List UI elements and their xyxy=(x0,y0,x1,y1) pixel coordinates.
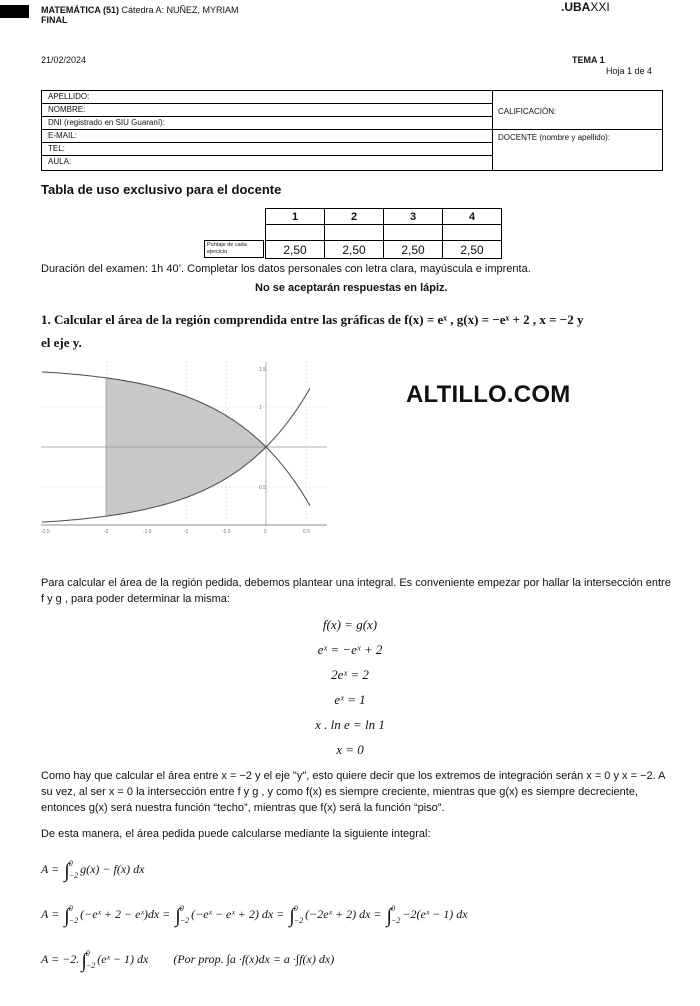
docente-label: DOCENTE (nombre y apellido): xyxy=(498,133,611,142)
integral-sign: ∫ xyxy=(386,904,392,927)
integral-limits xyxy=(391,903,400,927)
question-1-line2: el eje y. xyxy=(41,335,82,350)
formula-part: −2(eˣ − 1) dx xyxy=(402,906,468,921)
field-email[interactable]: E-MAIL: xyxy=(42,130,492,143)
column-header: 3 xyxy=(384,209,443,225)
integral-formula-1 xyxy=(41,858,145,883)
grade-cell[interactable] xyxy=(384,225,443,241)
field-dni[interactable]: DNI (registrado en SIU Guaraní): xyxy=(42,117,492,130)
integral-sign: ∫ xyxy=(289,904,295,927)
page-indicator: Hoja 1 de 4 xyxy=(606,66,653,76)
course-name: MATEMÁTICA (51) xyxy=(41,5,119,15)
formula-body: g(x) − f(x) dx xyxy=(80,861,145,876)
upper-limit: 0 xyxy=(293,904,298,913)
tick-label: 0.5 xyxy=(303,529,310,535)
column-header: 2 xyxy=(325,209,384,225)
field-tel[interactable]: TEL: xyxy=(42,143,492,156)
equation-4: eˣ = 1 xyxy=(334,692,366,707)
personal-fields xyxy=(42,91,493,170)
upper-limit: 0 xyxy=(68,859,73,868)
formula-lhs: A = xyxy=(41,906,60,921)
lower-limit: −2 xyxy=(68,916,79,925)
tick-label: -1 xyxy=(184,529,189,535)
tema-label: TEMA 1 xyxy=(572,55,605,65)
catedra: Cátedra A: NUÑEZ, MYRIAM xyxy=(121,5,239,15)
teacher-table-title: Tabla de uso exclusivo para el docente xyxy=(41,182,282,197)
black-tab xyxy=(0,5,29,18)
tick-label: -2 xyxy=(104,529,109,535)
formula-part: (−2eˣ + 2) dx = xyxy=(305,906,382,921)
grade-cell[interactable] xyxy=(325,225,384,241)
question-1 xyxy=(41,308,666,354)
y-tick-label: 0.5 xyxy=(259,485,266,491)
integral-limits xyxy=(294,903,303,927)
course-line xyxy=(41,5,239,15)
integral-sign: ∫ xyxy=(81,949,87,972)
lower-limit: −2 xyxy=(68,871,79,880)
score-cell: 2,50 xyxy=(325,241,384,259)
calificacion-label: CALIFICACIÓN: xyxy=(498,107,557,116)
y-tick-label: 1 xyxy=(259,405,262,411)
upper-limit: 0 xyxy=(85,949,90,958)
field-aula[interactable]: AULA: xyxy=(48,157,72,166)
upper-limit: 0 xyxy=(68,904,73,913)
integral-sign: ∫ xyxy=(64,859,70,882)
tick-label: -0.5 xyxy=(222,529,231,535)
integral-formula-3 xyxy=(41,948,334,973)
formula-lhs: A = xyxy=(41,861,60,876)
formula-part: (−eˣ − eˣ + 2) dx = xyxy=(191,906,285,921)
tick-label: 0 xyxy=(264,529,267,535)
y-tick-label: 1.5 xyxy=(259,367,266,373)
tick-label: -2.5 xyxy=(41,529,50,535)
column-header: 1 xyxy=(266,209,325,225)
score-cell: 2,50 xyxy=(266,241,325,259)
watermark: ALTILLO.COM xyxy=(406,381,571,408)
property-note: (Por prop. ∫a ·f(x)dx = a ·∫f(x) dx) xyxy=(173,951,335,966)
exam-date: 21/02/2024 xyxy=(41,55,87,65)
grade-cell[interactable] xyxy=(443,225,502,241)
score-cell: 2,50 xyxy=(443,241,502,259)
score-table xyxy=(265,208,502,259)
score-cell: 2,50 xyxy=(384,241,443,259)
integral-formula-2 xyxy=(41,903,468,928)
lower-limit: −2 xyxy=(85,961,96,970)
solution-paragraph-2: Como hay que calcular el área entre x = −2 y el eje "y", esto quiere decir que los extremos de integración serán x = 0 y x = −2. A su vez, al ser x = 0 la intersección entre f y g , y como f(x) es siempre creciente, mientras que g(x) es siempre decreciente, entonces g(x) será nuestra función “techo”, mientras que f(x) será la función “piso”. xyxy=(41,770,665,814)
score-row-label: Puntaje de cada ejercicio xyxy=(204,240,264,258)
upper-limit: 0 xyxy=(390,904,395,913)
upper-limit: 0 xyxy=(179,904,184,913)
logo-uba: .UBA xyxy=(561,0,591,14)
field-nombre[interactable]: NOMBRE: xyxy=(42,104,492,117)
formula-lhs: A = −2. xyxy=(41,951,80,966)
solution-paragraph-3: De esta manera, el área pedida puede calcularse mediante la siguiente integral: xyxy=(41,828,431,840)
equation-2: eˣ = −eˣ + 2 xyxy=(317,642,383,657)
equation-1: f(x) = g(x) xyxy=(322,617,378,632)
exam-type: FINAL xyxy=(41,15,68,25)
field-apellido[interactable]: APELLIDO: xyxy=(42,91,492,104)
formula-body: (eˣ − 1) dx xyxy=(97,951,149,966)
equation-3: 2eˣ = 2 xyxy=(331,667,369,682)
integral-sign: ∫ xyxy=(64,904,70,927)
column-header: 4 xyxy=(443,209,502,225)
integral-limits xyxy=(86,948,95,972)
question-1-line1: 1. Calcular el área de la región comprendida entre las gráficas de f(x) = eˣ , g(x) = −eˣ + 2 , x = −2 y xyxy=(41,312,584,327)
integral-limits xyxy=(180,903,189,927)
integral-sign: ∫ xyxy=(175,904,181,927)
lower-limit: −2 xyxy=(293,916,304,925)
divider xyxy=(492,129,662,130)
lower-limit: −2 xyxy=(390,916,401,925)
duration-instructions: Duración del examen: 1h 40’. Completar los datos personales con letra clara, mayúscula e imprenta. xyxy=(41,263,531,275)
no-pencil-note: No se aceptarán respuestas en lápiz. xyxy=(255,282,448,294)
uba-xxi-logo xyxy=(561,0,610,14)
logo-xxi: XXI xyxy=(590,0,610,14)
grade-cell[interactable] xyxy=(266,225,325,241)
solution-paragraph-1: Para calcular el área de la región pedida, debemos plantear una integral. Es conveniente empezar por hallar la intersección entre f y g , para poder determinar la misma: xyxy=(41,577,671,605)
area-graph xyxy=(41,362,327,540)
tick-label: -1.5 xyxy=(143,529,152,535)
equation-6: x = 0 xyxy=(336,742,364,757)
formula-part: (−eˣ + 2 − eˣ)dx = xyxy=(80,906,171,921)
integral-limits xyxy=(69,858,78,882)
integral-limits xyxy=(69,903,78,927)
equation-5: x . ln e = ln 1 xyxy=(315,717,385,732)
lower-limit: −2 xyxy=(179,916,190,925)
personal-data-table xyxy=(41,90,663,171)
